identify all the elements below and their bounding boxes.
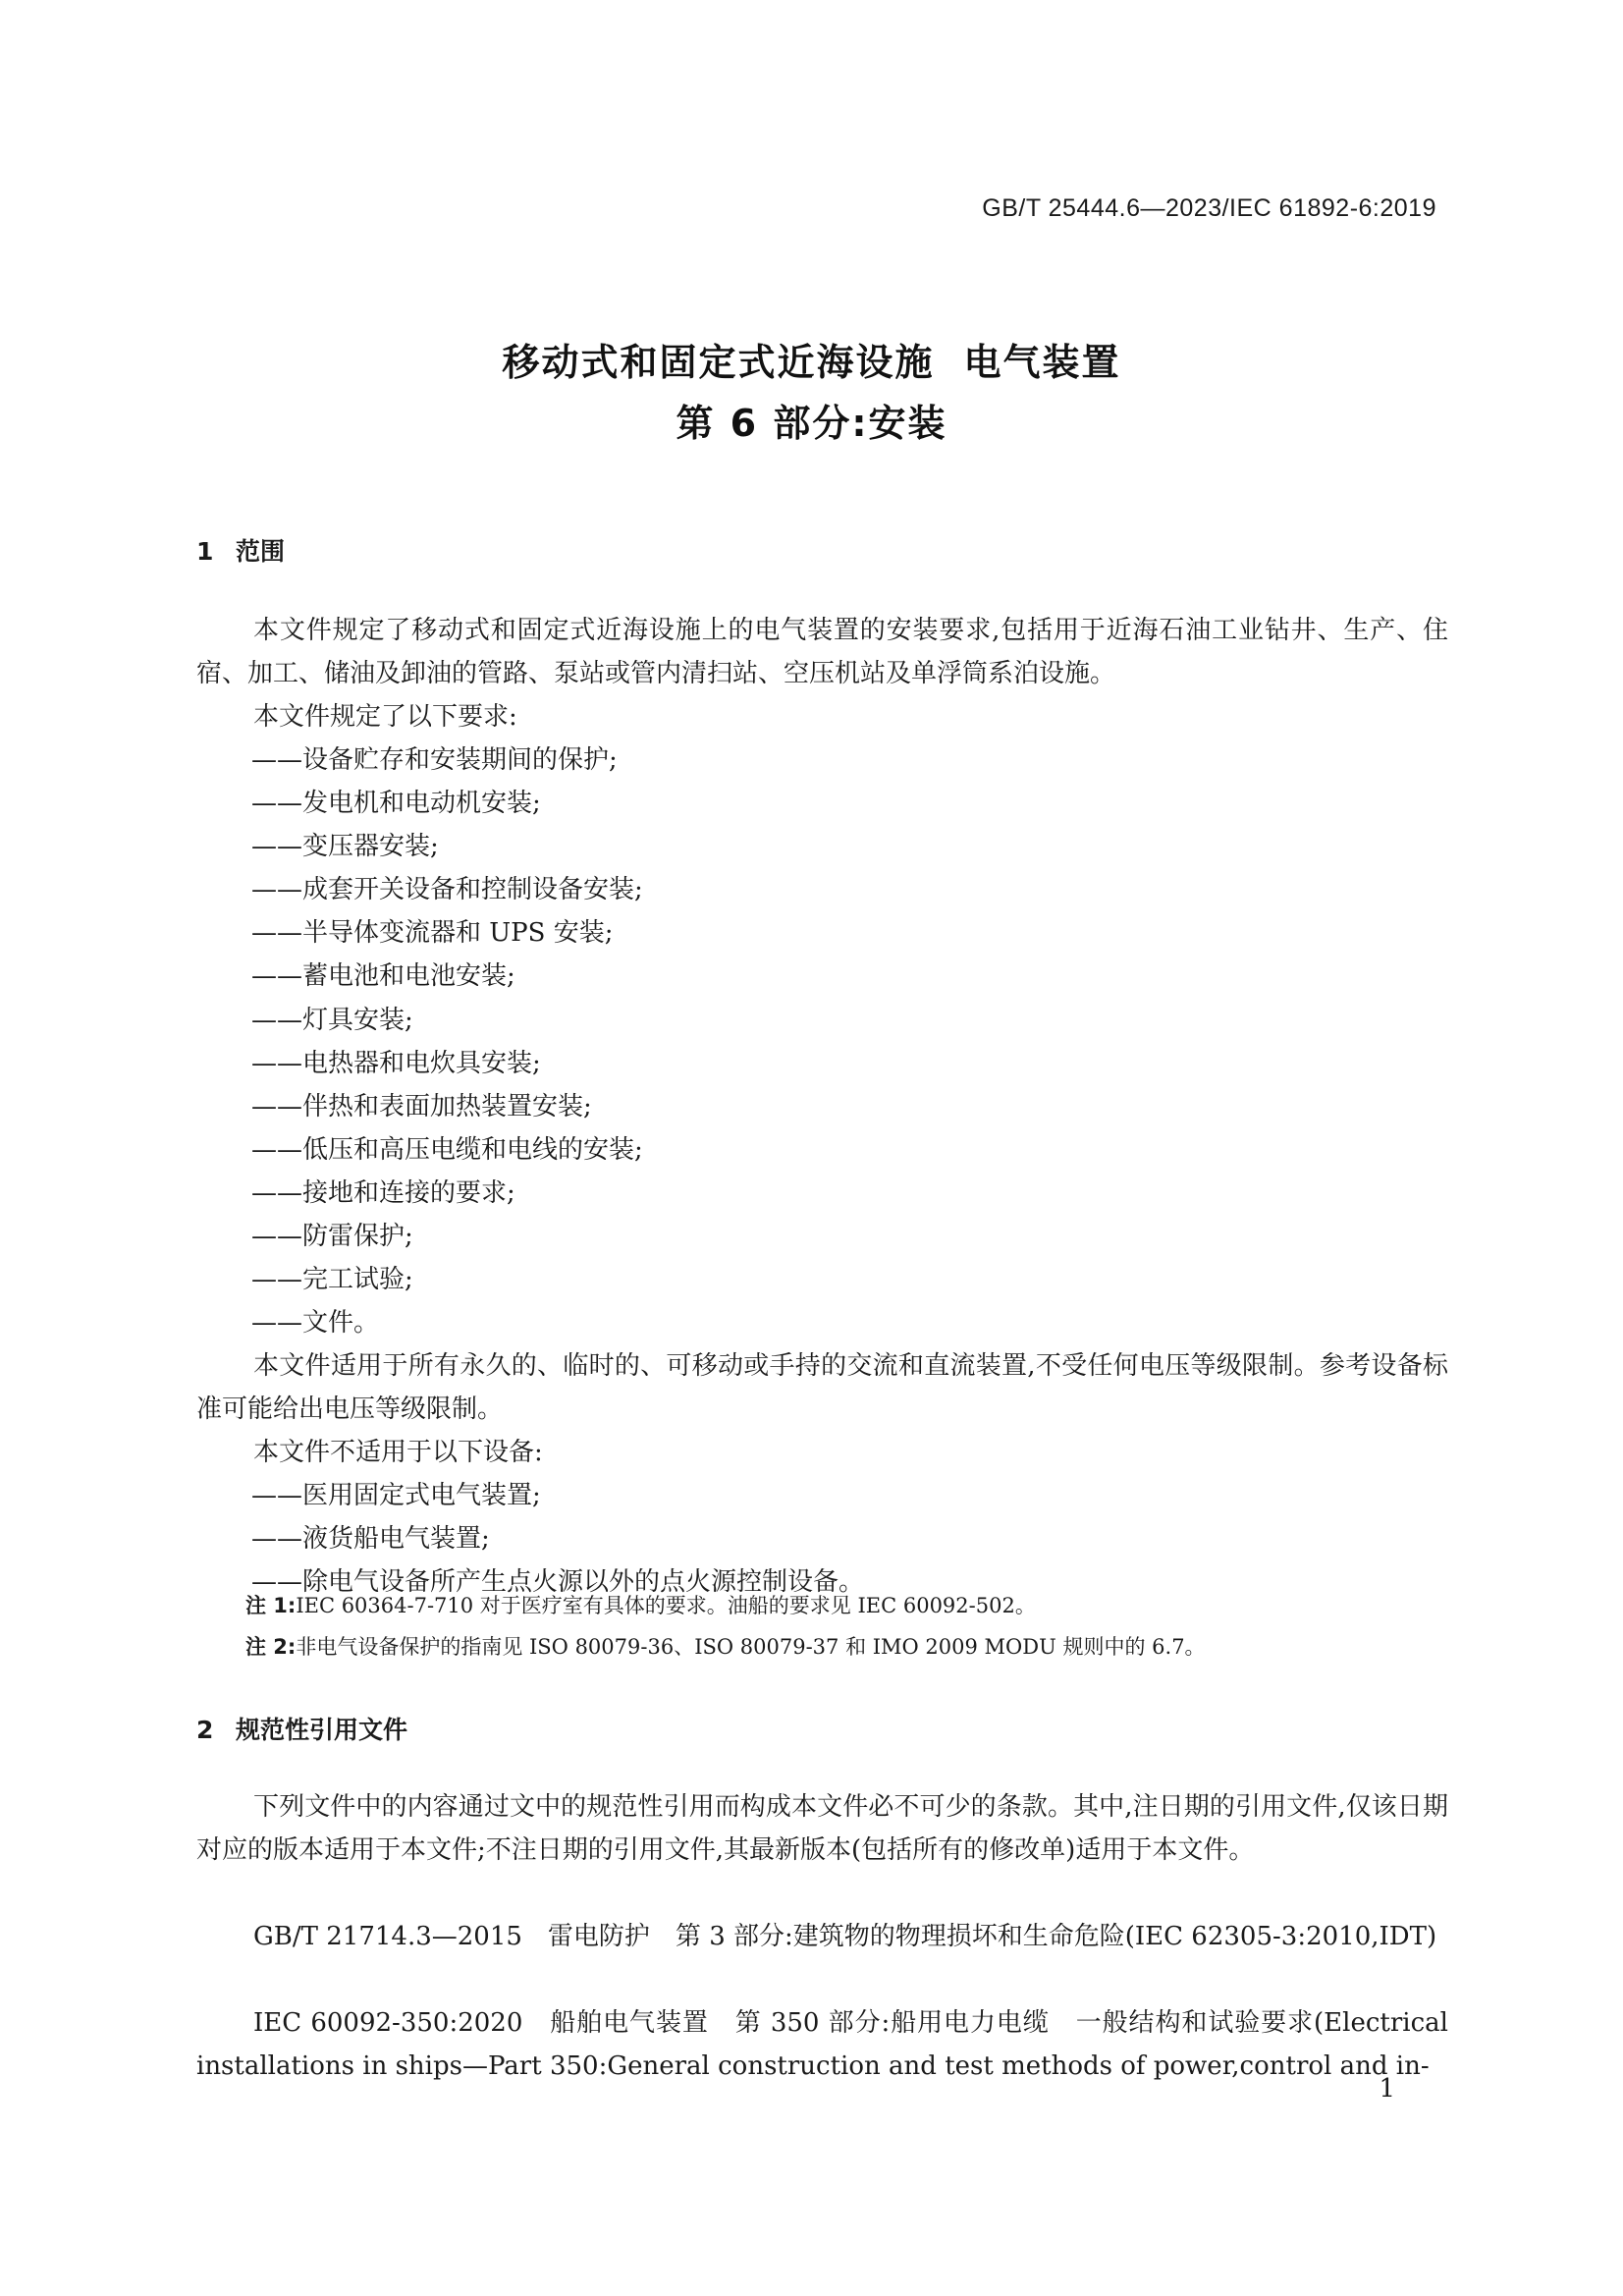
list-item-text: 半导体变流器和 UPS 安装; xyxy=(302,918,614,949)
note-2 xyxy=(245,1632,1206,1662)
dash-marker: —— xyxy=(251,961,302,992)
list-item-text: 伴热和表面加热装置安装; xyxy=(302,1091,592,1121)
dash-marker: —— xyxy=(251,1048,302,1078)
list-item-text: 蓄电池和电池安装; xyxy=(302,961,515,992)
dash-marker: —— xyxy=(251,1222,302,1252)
requirements-list xyxy=(196,738,643,1344)
document-title-line2: 第 6 部分:安装 xyxy=(676,402,947,445)
list-item xyxy=(196,1517,864,1560)
list-item-text: 电热器和电炊具安装; xyxy=(302,1048,541,1078)
list-item xyxy=(196,738,643,782)
scope-paragraph-1: 本文件规定了移动式和固定式近海设施上的电气装置的安装要求,包括用于近海石油工业钻井、生产、住宿、加工、储油及卸油的管路、泵站或管内清扫站、空压机站及单浮筒系泊设施。 xyxy=(196,616,1448,688)
exclusions-list xyxy=(196,1474,864,1604)
dash-marker: —— xyxy=(251,1308,302,1339)
list-item xyxy=(196,868,643,911)
list-item-text: 除电气设备所产生点火源以外的点火源控制设备。 xyxy=(302,1567,865,1597)
list-item-text: 发电机和电动机安装; xyxy=(302,789,541,819)
dash-marker: —— xyxy=(251,832,302,862)
page-number: 1 xyxy=(1379,2074,1395,2104)
note-label: 注 1: xyxy=(245,1594,297,1617)
list-item xyxy=(196,1085,643,1128)
section-title: 规范性引用文件 xyxy=(236,1716,408,1744)
section-title: 范围 xyxy=(236,537,286,566)
list-item xyxy=(196,1301,643,1344)
dash-marker: —— xyxy=(251,745,302,775)
document-title-line1 xyxy=(0,332,1623,386)
list-item xyxy=(196,782,643,825)
list-item-text: 医用固定式电气装置; xyxy=(302,1481,541,1510)
scope-paragraph-2: 本文件规定了以下要求: xyxy=(253,702,517,732)
dash-marker: —— xyxy=(251,918,302,949)
standard-code: GB/T 25444.6—2023/IEC 61892-6:2019 xyxy=(982,194,1436,222)
list-item-text: 灯具安装; xyxy=(302,1005,413,1035)
dash-marker: —— xyxy=(251,1134,302,1165)
section-heading-1 xyxy=(196,532,285,568)
dash-marker: —— xyxy=(251,875,302,905)
list-item-text: 完工试验; xyxy=(302,1265,413,1295)
list-item xyxy=(196,1258,643,1301)
list-item xyxy=(196,1215,643,1258)
title-subject: 电气装置 xyxy=(963,341,1121,384)
reference-entry-1: GB/T 21714.3—2015 雷电防护 第 3 部分:建筑物的物理损坏和生命危险(IEC 62305-3:2010,IDT) xyxy=(253,1922,1437,1951)
list-item-text: 文件。 xyxy=(302,1308,380,1339)
section-heading-2 xyxy=(196,1711,407,1746)
dash-marker: —— xyxy=(251,1091,302,1121)
dash-marker: —— xyxy=(251,1481,302,1510)
note-text: IEC 60364-7-710 对于医疗室有具体的要求。油船的要求见 IEC 60092-502。 xyxy=(296,1594,1036,1617)
list-item xyxy=(196,1128,643,1172)
list-item-text: 低压和高压电缆和电线的安装; xyxy=(302,1134,643,1165)
dash-marker: —— xyxy=(251,789,302,819)
list-item xyxy=(196,911,643,955)
references-paragraph: 下列文件中的内容通过文中的规范性引用而构成本文件必不可少的条款。其中,注日期的引用文件,仅该日期对应的版本适用于本文件;不注日期的引用文件,其最新版本(包括所有的修改单)适用于本文件。 xyxy=(196,1792,1448,1865)
list-item-text: 接地和连接的要求; xyxy=(302,1177,515,1208)
list-item-text: 防雷保护; xyxy=(302,1222,413,1252)
dash-marker: —— xyxy=(251,1265,302,1295)
dash-marker: —— xyxy=(251,1005,302,1035)
note-1 xyxy=(245,1591,1036,1620)
list-item-text: 设备贮存和安装期间的保护; xyxy=(302,745,618,775)
list-item-text: 成套开关设备和控制设备安装; xyxy=(302,875,643,905)
scope-paragraph-3: 本文件适用于所有永久的、临时的、可移动或手持的交流和直流装置,不受任何电压等级限制。参考设备标准可能给出电压等级限制。 xyxy=(196,1351,1448,1424)
list-item xyxy=(196,955,643,998)
note-label: 注 2: xyxy=(245,1635,297,1659)
dash-marker: —— xyxy=(251,1567,302,1597)
note-text: 非电气设备保护的指南见 ISO 80079-36、ISO 80079-37 和 IMO 2009 MODU 规则中的 6.7。 xyxy=(296,1635,1206,1659)
list-item xyxy=(196,1474,864,1517)
list-item xyxy=(196,1172,643,1215)
title-main: 移动式和固定式近海设施 xyxy=(502,341,935,384)
list-item-text: 液货船电气装置; xyxy=(302,1524,490,1554)
list-item xyxy=(196,999,643,1042)
list-item-text: 变压器安装; xyxy=(302,832,439,862)
scope-paragraph-4: 本文件不适用于以下设备: xyxy=(253,1438,543,1467)
section-number: 1 xyxy=(196,537,214,566)
section-number: 2 xyxy=(196,1716,214,1744)
dash-marker: —— xyxy=(251,1524,302,1554)
list-item xyxy=(196,825,643,868)
reference-entry-2: IEC 60092-350:2020 船舶电气装置 第 350 部分:船用电力电缆 一般结构和试验要求(Electrical installations in ships—Part 350:General construction and test methods of power,control and in- xyxy=(196,2008,1448,2081)
list-item xyxy=(196,1042,643,1085)
dash-marker: —— xyxy=(251,1177,302,1208)
